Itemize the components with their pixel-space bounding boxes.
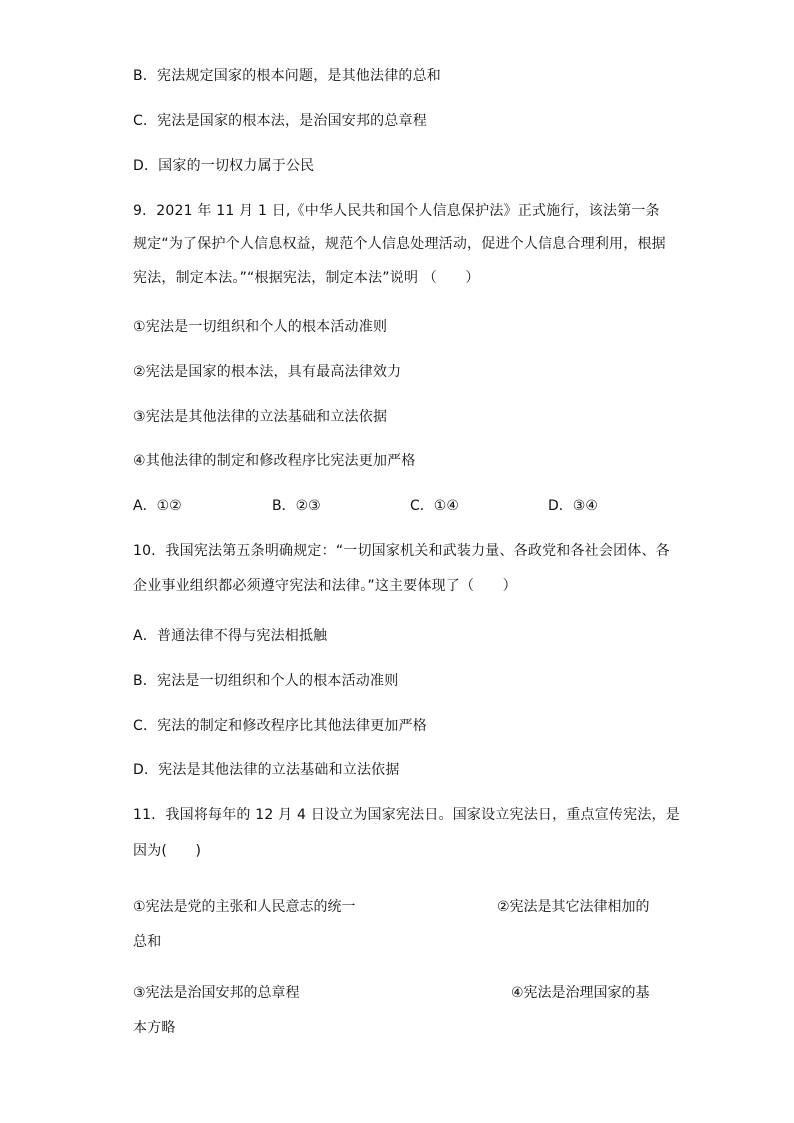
q10-stem-line1: 10．我国宪法第五条明确规定：“一切国家机关和武装力量、各政党和各社会团体、各: [133, 543, 670, 559]
q11-statement-4: ④宪法是治理国家的基: [511, 985, 650, 1001]
q11-statement-2: ②宪法是其它法律相加的: [497, 899, 650, 915]
q9-statement-2: ②宪法是国家的根本法，具有最高法律效力: [133, 364, 402, 380]
q9-stem-line2: 规定“为了保护个人信息权益，规范个人信息处理活动，促进个人信息合理利用，根据: [133, 236, 666, 252]
q9-statement-4: ④其他法律的制定和修改程序比宪法更加严格: [133, 453, 416, 469]
q9-stem-line1: 9．2021 年 11 月 1 日,《中华人民共和国个人信息保护法》正式施行，该法第一条: [133, 203, 660, 219]
q10-option-c: C．宪法的制定和修改程序比其他法律更加严格: [133, 718, 427, 734]
q8-option-c: C．宪法是国家的根本法，是治国安邦的总章程: [133, 113, 427, 129]
q11-statement-3: ③宪法是治国安邦的总章程: [133, 985, 300, 1001]
q9-statement-1: ①宪法是一切组织和个人的根本活动准则: [133, 319, 388, 335]
q10-option-b: B．宪法是一切组织和个人的根本活动准则: [133, 673, 399, 689]
q9-choice-c: C．①④: [410, 498, 459, 514]
q10-option-a: A．普通法律不得与宪法相抵触: [133, 628, 328, 644]
q9-stem-line3: 宪法，制定本法。”“根据宪法，制定本法”说明 （ ）: [133, 270, 480, 286]
q8-option-d: D．国家的一切权力属于公民: [133, 158, 315, 174]
q9-choice-b: B．②③: [272, 498, 321, 514]
q11-statement-1: ①宪法是党的主张和人民意志的统一: [133, 899, 356, 915]
q9-statement-3: ③宪法是其他法律的立法基础和立法依据: [133, 409, 388, 425]
q11-stem-line2: 因为( ): [133, 843, 202, 859]
q11-statement-2-continued: 总和: [133, 934, 162, 950]
q9-choice-d: D．③④: [548, 498, 598, 514]
q10-stem-line2: 企业事业组织都必须遵守宪法和法律。”这主要体现了（ ）: [133, 578, 517, 594]
q9-choice-a: A．①②: [133, 498, 182, 514]
q11-stem-line1: 11．我国将每年的 12 月 4 日设立为国家宪法日。国家设立宪法日，重点宣传宪法，是: [133, 807, 680, 823]
q8-option-b: B．宪法规定国家的根本问题，是其他法律的总和: [133, 68, 442, 84]
q11-statement-4-continued: 本方略: [133, 1020, 176, 1036]
q10-option-d: D．宪法是其他法律的立法基础和立法依据: [133, 762, 400, 778]
